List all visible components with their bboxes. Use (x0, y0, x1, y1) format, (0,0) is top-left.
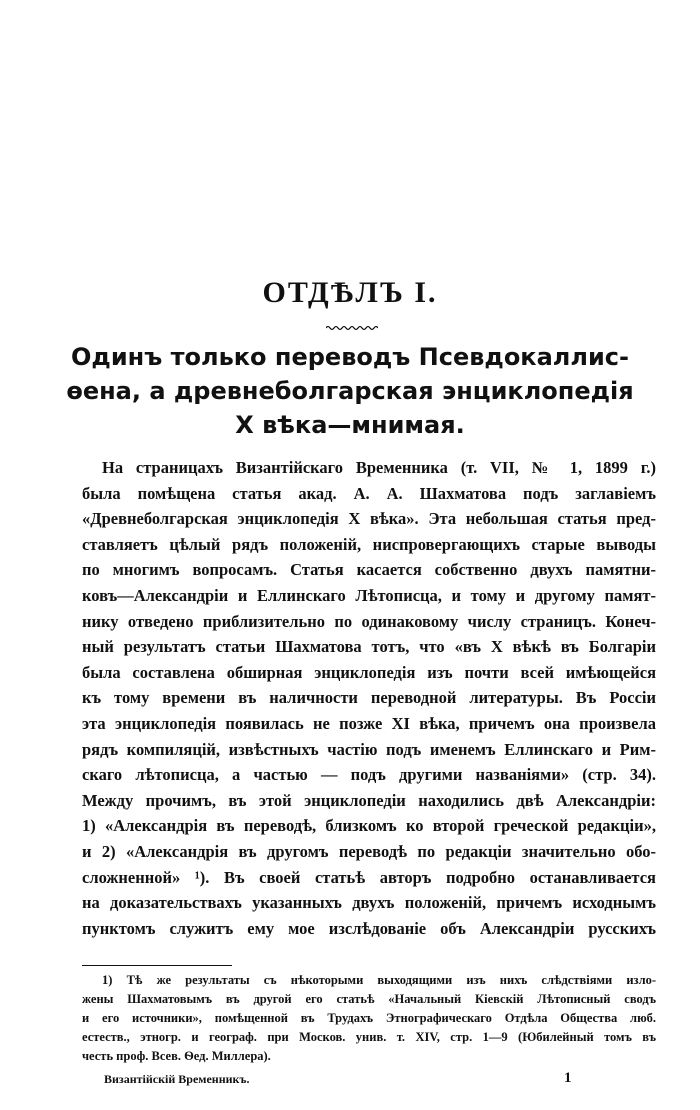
footnote-line: 1) Тѣ же результаты съ нѣкоторыми выходящими изъ нихъ слѣдствіями изло- (102, 973, 656, 987)
footnote-divider (82, 965, 232, 966)
body-line: сложненной» ¹). Въ своей статьѣ авторъ подробно останавливается (82, 867, 656, 887)
body-text (82, 455, 656, 941)
footnote-line: естеств., этногр. и географ. при Москов. унив. т. XIV, стр. 1—9 (Юбилейный томъ въ (82, 1030, 656, 1044)
body-line: рядъ компиляцій, извѣстныхъ частію подъ именемъ Еллинскаго и Рим- (82, 739, 656, 759)
article-title-line: X вѣка—мнимая. (235, 411, 465, 439)
article-title (40, 340, 660, 442)
body-line: эта энциклопедія появилась не позже XI вѣка, причемъ она произвела (82, 713, 656, 733)
body-line: и 2) «Александрія въ другомъ переводѣ по редакціи значительно обо- (82, 841, 656, 861)
body-line: На страницахъ Византійскаго Временника (т. VII, № 1, 1899 г.) (102, 458, 656, 477)
body-line: «Древнеболгарская энциклопедія X вѣка». Эта небольшая статья пред- (82, 509, 656, 529)
footnote-line: жены Шахматовымъ въ другой его статьѣ «Начальный Кіевскій Лѣтописный сводъ (82, 992, 656, 1006)
article-title-line: ѳена, а древнеболгарская энциклопедія (66, 377, 634, 405)
body-line: Между прочимъ, въ этой энциклопедіи находились двѣ Александріи: (82, 790, 656, 810)
body-line: скаго лѣтописца, а частью — подъ другими названіями» (стр. 34). (82, 765, 656, 785)
body-line: была помѣщена статья акад. А. А. Шахматова подъ заглавіемъ (82, 483, 656, 503)
body-line: по многимъ вопросамъ. Статья касается собственно двухъ памятни- (82, 560, 656, 580)
body-line: пунктомъ служитъ ему мое изслѣдованіе объ Александріи русскихъ (82, 918, 656, 938)
running-footer: Византійскій Временникъ. (104, 1072, 250, 1086)
article-title-line: Одинъ только переводъ Псевдокаллис- (71, 343, 629, 371)
body-line: 1) «Александрія въ переводѣ, близкомъ ко второй греческой редакціи», (82, 816, 656, 836)
page-number: 1 (564, 1070, 572, 1086)
footnote (82, 971, 656, 1066)
body-line: ный результатъ статьи Шахматова тотъ, что «въ X вѣкѣ въ Болгаріи (82, 637, 656, 657)
body-line: на доказательствахъ указанныхъ двухъ положеній, причемъ исходнымъ (82, 893, 656, 913)
section-heading: ОТДѢЛЪ I. (262, 276, 438, 309)
footnote-line: и его источники», помѣщенной въ Трудахъ Этнографическаго Отдѣла Общества люб. (82, 1011, 656, 1025)
body-line: нику отведено приблизительно по одинаковому числу страницъ. Конеч- (82, 611, 656, 631)
body-line: къ тому времени въ наличности переводной литературы. Въ Россіи (82, 688, 656, 708)
body-line: ставляетъ цѣлый рядъ положеній, ниспровергающихъ старые выводы (82, 534, 656, 554)
wavy-ornament (326, 324, 378, 332)
body-line: ковъ—Александріи и Еллинскаго Лѣтописца, и тому и другому памят- (82, 585, 656, 605)
footnote-line: честь проф. Всев. Ѳед. Миллера). (82, 1049, 271, 1063)
body-line: была составлена обширная энциклопедія изъ почти всей имѣющейся (82, 662, 656, 682)
